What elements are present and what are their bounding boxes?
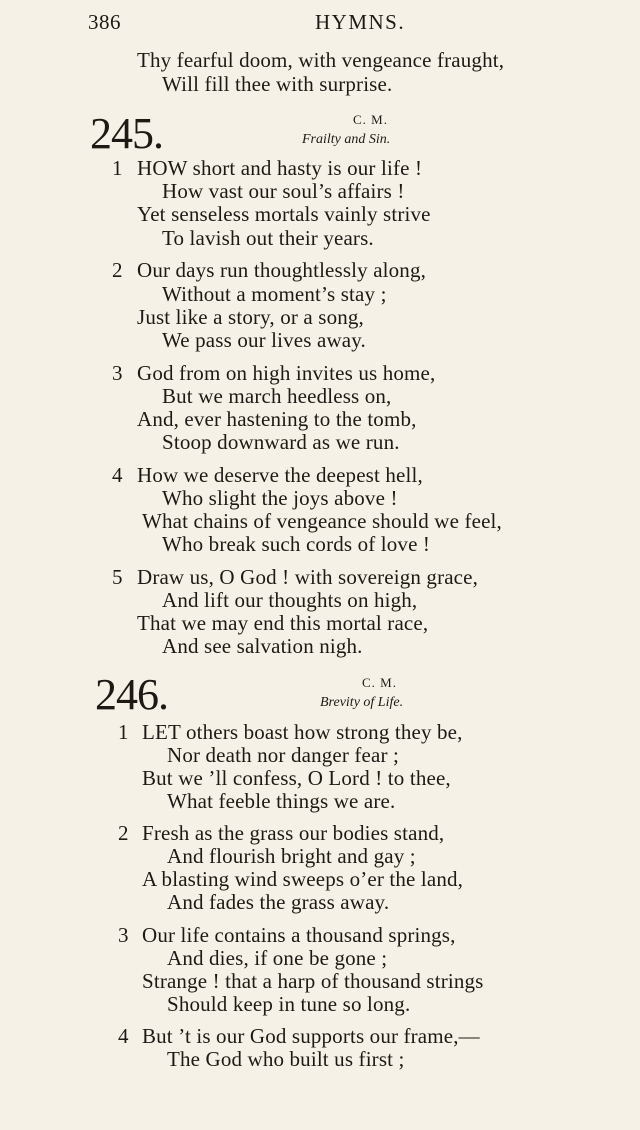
verse-line: Draw us, O God ! with sovereign grace, bbox=[137, 565, 479, 589]
verse-line: Thy fearful doom, with vengeance fraught, bbox=[137, 48, 505, 72]
verse-line: And lift our thoughts on high, bbox=[162, 588, 418, 612]
verse-line: We pass our lives away. bbox=[162, 328, 366, 352]
verse-number: 2 bbox=[112, 258, 123, 282]
verse-number: 4 bbox=[118, 1024, 129, 1048]
verse-line: Our life contains a thousand springs, bbox=[142, 923, 456, 947]
verse-line: Nor death nor danger fear ; bbox=[167, 743, 400, 767]
verse-line: And flourish bright and gay ; bbox=[167, 844, 416, 868]
verse-line: Yet senseless mortals vainly strive bbox=[137, 202, 431, 226]
verse-number: 5 bbox=[112, 565, 123, 589]
verse-line: What feeble things we are. bbox=[167, 789, 396, 813]
verse-line: The God who built us first ; bbox=[167, 1047, 405, 1071]
verse-number: 2 bbox=[118, 821, 129, 845]
verse-number: 4 bbox=[112, 463, 123, 487]
verse-line: How we deserve the deepest hell, bbox=[137, 463, 423, 487]
verse-line: To lavish out their years. bbox=[162, 226, 374, 250]
hymn-meter: C. M. bbox=[353, 112, 388, 127]
verse-line: And dies, if one be gone ; bbox=[167, 946, 388, 970]
verse-line: A blasting wind sweeps o’er the land, bbox=[142, 867, 464, 891]
verse-number: 3 bbox=[118, 923, 129, 947]
verse-line: Just like a story, or a song, bbox=[137, 305, 364, 329]
verse-line: But we march heedless on, bbox=[162, 384, 392, 408]
hymn-number: 246. bbox=[95, 670, 168, 719]
verse-line: Who break such cords of love ! bbox=[162, 532, 431, 556]
verse-line: How vast our soul’s affairs ! bbox=[162, 179, 405, 203]
verse-line: HOW short and hasty is our life ! bbox=[137, 156, 423, 180]
hymn-number: 245. bbox=[90, 109, 163, 158]
verse-line: What chains of vengeance should we feel, bbox=[142, 509, 502, 533]
verse-line: Without a moment’s stay ; bbox=[162, 282, 387, 306]
verse-line: And fades the grass away. bbox=[167, 890, 390, 914]
hymn-meter: C. M. bbox=[362, 675, 397, 690]
verse-number: 3 bbox=[112, 361, 123, 385]
verse-line: Who slight the joys above ! bbox=[162, 486, 398, 510]
verse-line: And see salvation nigh. bbox=[162, 634, 363, 658]
hymn-subject: Brevity of Life. bbox=[320, 695, 404, 710]
hymn-subject: Frailty and Sin. bbox=[302, 132, 391, 147]
verse-line: Will fill thee with surprise. bbox=[162, 72, 393, 96]
verse-line: But ’t is our God supports our frame,— bbox=[142, 1024, 480, 1048]
verse-line: LET others boast how strong they be, bbox=[142, 720, 463, 744]
verse-number: 1 bbox=[112, 156, 123, 180]
verse-number: 1 bbox=[118, 720, 129, 744]
verse-line: Should keep in tune so long. bbox=[167, 992, 411, 1016]
verse-line: Fresh as the grass our bodies stand, bbox=[142, 821, 445, 845]
verse-line: That we may end this mortal race, bbox=[137, 611, 429, 635]
page-header bbox=[0, 6, 640, 36]
verse-line: Our days run thoughtlessly along, bbox=[137, 258, 427, 282]
verse-line: But we ’ll confess, O Lord ! to thee, bbox=[142, 766, 451, 790]
verse-line: Stoop downward as we run. bbox=[162, 430, 400, 454]
running-head: HYMNS. bbox=[315, 10, 406, 34]
verse-line: God from on high invites us home, bbox=[137, 361, 436, 385]
verse-line: And, ever hastening to the tomb, bbox=[137, 407, 417, 431]
verse-line: Strange ! that a harp of thousand strings bbox=[142, 969, 484, 993]
page-number: 386 bbox=[88, 10, 121, 34]
